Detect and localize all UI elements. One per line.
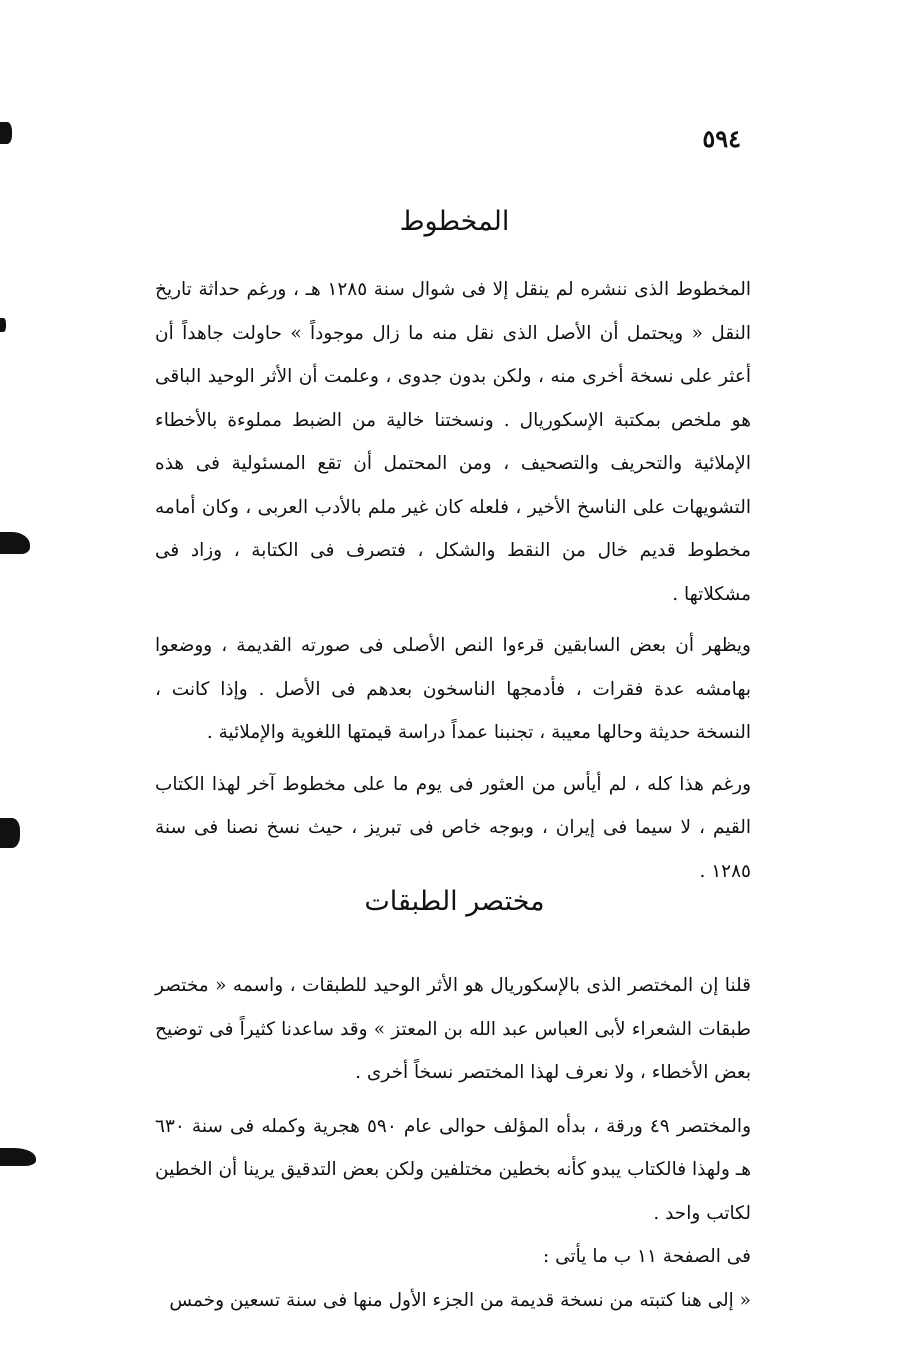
scan-edge-mark xyxy=(0,122,12,144)
paragraph: ويظهر أن بعض السابقين قرءوا النص الأصلى فى صورته القديمة ، ووضعوا بهامشه عدة فقرات ، فأدمجها الناسخون بعدهم فى الأصل . وإذا كانت ، النسخة حديثة وحالها معيبة ، تجنبنا عمداً دراسة قيمتها اللغوية والإملائية . xyxy=(155,635,751,743)
paragraph: ورغم هذا كله ، لم أيأس من العثور فى يوم ما على مخطوط آخر لهذا الكتاب القيم ، لا سيما فى إيران ، وبوجه خاص فى تبريز ، حيث نسخ نصنا فى سنة ١٢٨٥ . xyxy=(155,773,751,882)
scan-edge-mark xyxy=(0,532,30,554)
paragraph: « إلى هنا كتبته من نسخة قديمة من الجزء الأول منها فى سنة تسعين وخمس xyxy=(169,1289,751,1311)
paragraph: فى الصفحة ١١ ب ما يأتى : xyxy=(542,1246,751,1267)
page-number: ٥٩٤ xyxy=(702,124,741,153)
paragraph: قلنا إن المختصر الذى بالإسكوريال هو الأثر الوحيد للطبقات ، واسمه « مختصر طبقات الشعراء لأبى العباس عبد الله بن المعتز » وقد ساعدنا كثيراً فى توضيح بعض الأخطاء ، ولا نعرف لهذا المختصر نسخاً أخرى . xyxy=(155,975,751,1083)
paragraph: المخطوط الذى ننشره لم ينقل إلا فى شوال سنة ١٢٨٥ هـ ، ورغم حداثة تاريخ النقل « ويحتمل أن الأصل الذى نقل منه ما زال موجوداً » حاولت جاهداً أن أعثر على نسخة أخرى منه ، ولكن بدون جدوى ، وعلمت أن الأثر الوحيد الباقى هو ملخص بمكتبة الإسكوريال . ونسختنا خالية من الضبط مملوءة بالأخطاء الإملائية والتحريف والتصحيف ، ومن المحتمل أن تقع المسئولية فى هذه التشويهات على الناسخ الأخير ، فلعله كان غير ملم بالأدب العربى ، وكان أمامه مخطوط قديم خال من النقط والشكل ، فتصرف فى الكتابة ، وزاد فى مشكلاتها . xyxy=(155,279,751,605)
section-body-abridgement xyxy=(155,964,751,1322)
section-title-manuscript: المخطوط xyxy=(399,206,510,237)
section-body-manuscript xyxy=(155,268,751,893)
scan-edge-mark xyxy=(0,318,6,332)
section-title-abridgement: مختصر الطبقات xyxy=(364,886,545,917)
scan-edge-mark xyxy=(0,1148,36,1166)
paragraph: والمختصر ٤٩ ورقة ، بدأه المؤلف حوالى عام ٥٩٠ هجرية وكمله فى سنة ٦٣٠ هـ ولهذا فالكتاب يبدو كأنه بخطين مختلفين ولكن بعض التدقيق يرينا أن الخطين لكاتب واحد . xyxy=(155,1115,752,1224)
scan-edge-mark xyxy=(0,818,20,848)
